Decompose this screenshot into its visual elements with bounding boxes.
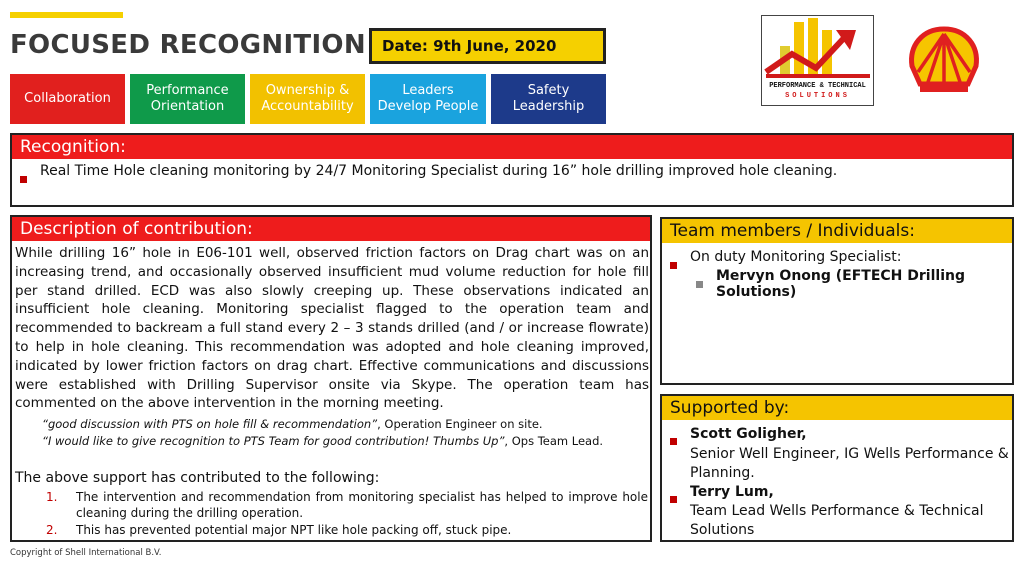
supporter-1-title: Senior Well Engineer, IG Wells Performance & Planning. xyxy=(690,446,1009,481)
bullet-icon xyxy=(696,281,703,288)
description-panel xyxy=(10,215,652,542)
point-1-text: The intervention and recommendation from monitoring specialist has helped to improve hole cleaning during the drilling operation. xyxy=(76,490,648,520)
recognition-panel xyxy=(10,133,1014,207)
shell-logo xyxy=(906,26,982,96)
copyright-notice: Copyright of Shell International B.V. xyxy=(10,548,162,558)
bullet-icon xyxy=(20,176,27,183)
supported-panel xyxy=(660,394,1014,542)
recognition-heading: Recognition: xyxy=(12,135,1012,159)
value-tile-leaders: Leaders Develop People xyxy=(370,74,486,124)
team-role: On duty Monitoring Specialist: xyxy=(690,249,902,265)
pts-logo-line1: PERFORMANCE & TECHNICAL xyxy=(769,82,866,90)
supporter-1-name: Scott Goligher, xyxy=(690,426,807,442)
page-title: FOCUSED RECOGNITION xyxy=(10,30,366,60)
summary-line: The above support has contributed to the following: xyxy=(15,470,380,486)
point-1-number: 1. xyxy=(46,490,58,504)
description-paragraph: While drilling 16” hole in E06-101 well, observed friction factors on Drag chart was on an increasing trend, and occasionally observed insufficient mud volume reduction for hole fill per stand drilled. ECD was also slowly creeping up. These observations indicated an insufficient hole cleaning. Monitoring specialist flagged to the operation team and recommended to backream a full stand every 2 – 3 stands drilled (and / or increase flowrate) to help in hole cleaning. This recommendation was adopted and hole cleaning improved, indicated by lower friction factors on drag chart. Effective communications and discussions were established with Drilling Supervisor onsite via Skype. The operation team has commented on the above intervention in the morning meeting. xyxy=(15,245,649,412)
point-2-number: 2. xyxy=(46,523,58,537)
quote-2-text: “I would like to give recognition to PTS Team for good contribution! Thumbs Up” xyxy=(42,434,505,448)
value-tile-safety: Safety Leadership xyxy=(491,74,606,124)
value-tile-performance: Performance Orientation xyxy=(130,74,245,124)
quote-2-source: , Ops Team Lead. xyxy=(504,434,604,448)
quote-ops-team-lead xyxy=(42,434,642,450)
supporter-2-title: Team Lead Wells Performance & Technical Solutions xyxy=(690,503,984,538)
supported-heading: Supported by: xyxy=(662,396,1012,420)
shell-icon xyxy=(906,26,982,96)
supporter-2-bullet xyxy=(670,488,677,507)
quote-1-text: “good discussion with PTS on hole fill & recommendation” xyxy=(42,417,378,431)
bullet-icon xyxy=(670,262,677,269)
date-box: Date: 9th June, 2020 xyxy=(369,28,606,64)
value-tile-collaboration: Collaboration xyxy=(10,74,125,124)
bullet-icon xyxy=(670,496,677,503)
bullet-icon xyxy=(670,438,677,445)
quote-1-source: , Operation Engineer on site. xyxy=(377,417,543,431)
recognition-bullet xyxy=(20,168,27,187)
accent-bar xyxy=(10,12,123,18)
supporter-1-bullet xyxy=(670,430,677,449)
pts-logo-line2: SOLUTIONS xyxy=(785,92,850,100)
team-heading: Team members / Individuals: xyxy=(662,219,1012,243)
value-tile-ownership: Ownership & Accountability xyxy=(250,74,365,124)
team-bullet xyxy=(670,254,677,273)
pts-logo xyxy=(761,15,874,106)
team-panel xyxy=(660,217,1014,385)
quote-operation-engineer xyxy=(42,417,642,433)
team-member: Mervyn Onong (EFTECH Drilling Solutions) xyxy=(716,268,965,300)
recognition-item: Real Time Hole cleaning monitoring by 24/7 Monitoring Specialist during 16” hole drilling improved hole cleaning. xyxy=(40,163,838,179)
point-2-text: This has prevented potential major NPT like hole packing off, stuck pipe. xyxy=(76,523,512,537)
supporter-2-name: Terry Lum, xyxy=(690,484,774,500)
description-heading: Description of contribution: xyxy=(12,217,650,241)
member-bullet xyxy=(696,273,703,292)
